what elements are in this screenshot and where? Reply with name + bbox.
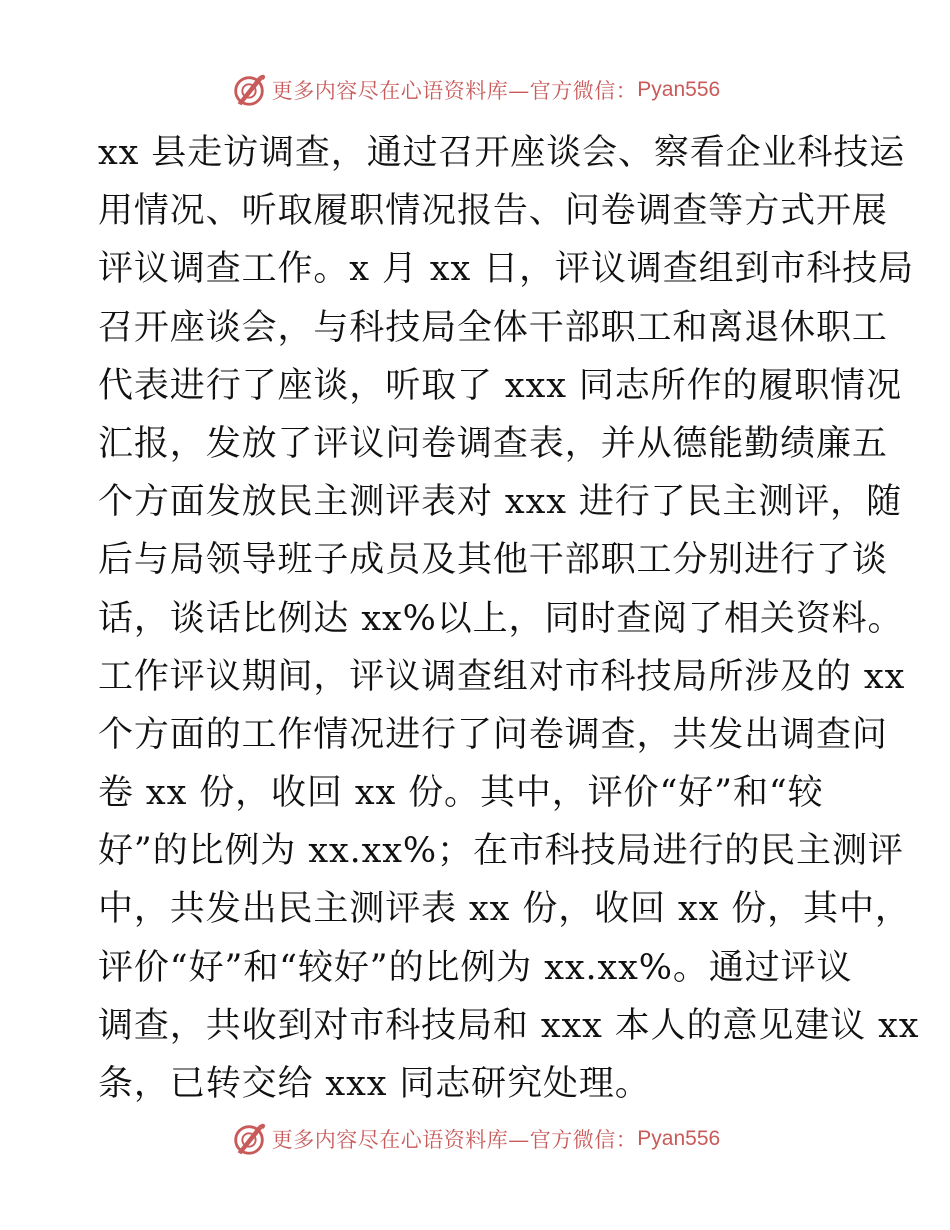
body-line: 个方面发放民主测评表对 xxx 进行了民主测评，随 xyxy=(98,482,902,523)
footer-wechat-id: Pyan556 xyxy=(637,1127,721,1150)
body-line: 评价“好”和“较好”的比例为 xx.xx%。通过评议 xyxy=(98,947,853,988)
footer-banner-content xyxy=(230,1120,720,1158)
footer-slogan: 更多内容尽在心语资料库—官方微信： xyxy=(271,1128,638,1152)
header-banner xyxy=(0,70,950,110)
body-line: 调查，共收到对市科技局和 xxx 本人的意见建议 xx xyxy=(98,1005,920,1046)
body-line: 后与局领导班子成员及其他干部职工分别进行了谈 xyxy=(98,540,888,581)
body-paragraph xyxy=(98,124,920,1113)
body-line: 个方面的工作情况进行了问卷调查，共发出调查问 xyxy=(98,714,888,755)
footer-banner xyxy=(0,1119,950,1159)
body-line: 代表进行了座谈，听取了 xxx 同志所作的履职情况 xyxy=(98,365,902,406)
body-line: 卷 xx 份，收回 xx 份。其中，评价“好”和“较 xyxy=(98,773,824,814)
body-line: 好”的比例为 xx.xx%；在市科技局进行的民主测评 xyxy=(98,831,904,872)
quill-logo-icon xyxy=(230,71,268,109)
body-line: 条，已转交给 xxx 同志研究处理。 xyxy=(98,1064,651,1104)
body-line: xx 县走访调查，通过召开座谈会、察看企业科技运 xyxy=(98,133,906,173)
header-slogan: 更多内容尽在心语资料库—官方微信： xyxy=(271,79,638,103)
body-line: 话，谈话比例达 xx%以上，同时查阅了相关资料。 xyxy=(98,598,904,639)
body-line: 召开座谈会，与科技局全体干部职工和离退休职工 xyxy=(98,307,888,348)
body-line: 工作评议期间，评议调查组对市科技局所涉及的 xx xyxy=(98,656,906,697)
quill-logo-icon xyxy=(230,1120,268,1158)
header-wechat-id: Pyan556 xyxy=(637,78,721,101)
body-line: 评议调查工作。x 月 xx 日，评议调查组到市科技局 xyxy=(98,249,914,290)
body-line: 用情况、听取履职情况报告、问卷调查等方式开展 xyxy=(98,191,888,232)
header-banner-content xyxy=(230,71,720,109)
body-line: 中，共发出民主测评表 xx 份，收回 xx 份，其中， xyxy=(98,889,911,930)
body-line: 汇报，发放了评议问卷调查表，并从德能勤绩廉五 xyxy=(98,423,888,464)
